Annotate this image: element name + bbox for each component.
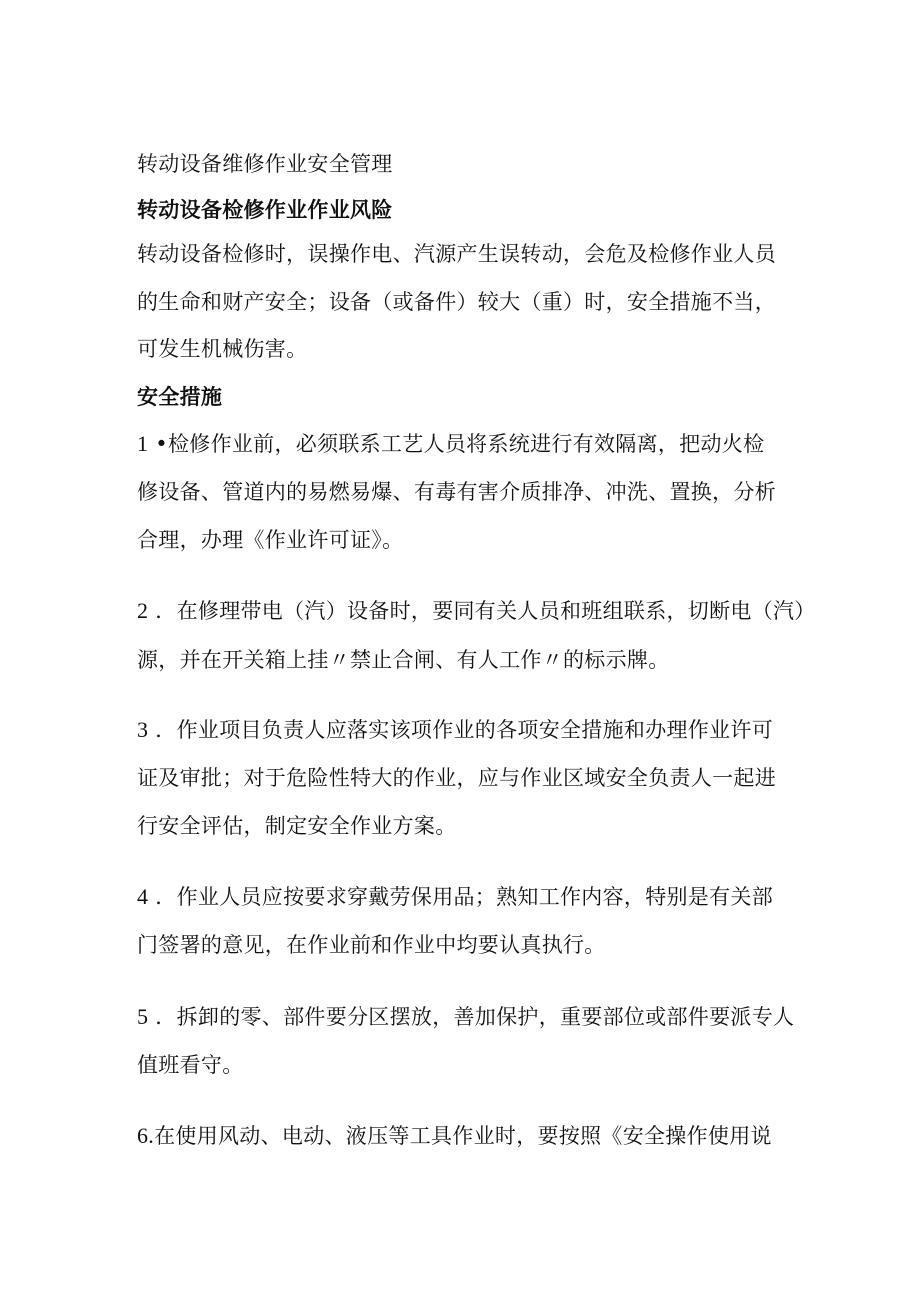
list-item <box>137 883 773 911</box>
item-text: ．拆卸的零、部件要分区摆放，善加保护，重要部位或部件要派专人 <box>155 1005 795 1029</box>
item-text: ．作业项目负责人应落实该项作业的各项安全措施和办理作业许可 <box>155 718 773 742</box>
item-continuation: 修设备、管道内的易燃易爆、有毒有害介质排净、冲洗、置换，分析 <box>137 480 776 504</box>
list-item <box>137 597 816 625</box>
item-text: ．作业人员应按要求穿戴劳保用品；熟知工作内容，特别是有关部 <box>155 885 773 909</box>
item-number: 3 <box>137 717 149 742</box>
item-number: 1 <box>137 431 149 456</box>
item-continuation: 合理，办理《作业许可证》。 <box>137 528 404 552</box>
item-continuation: 值班看守。 <box>137 1053 244 1077</box>
risk-text-line-1: 转动设备检修时，误操作电、汽源产生误转动，会危及检修作业人员 <box>137 242 776 266</box>
item-number: 2 <box>137 598 149 623</box>
item-continuation: 门签署的意见，在作业前和作业中均要认真执行。 <box>137 933 606 957</box>
measures-heading: 安全措施 <box>137 385 223 409</box>
risk-text-line-3: 可发生机械伤害。 <box>137 337 308 361</box>
item-text: 在使用风动、电动、液压等工具作业时，要按照《安全操作使用说 <box>154 1124 772 1148</box>
item-number: 5 <box>137 1004 149 1029</box>
list-item <box>137 716 773 744</box>
list-item <box>137 1003 794 1031</box>
document-title: 转动设备维修作业安全管理 <box>137 152 393 176</box>
item-continuation: 源，并在开关箱上挂〃禁止合闸、有人工作〃的标示牌。 <box>137 648 670 672</box>
item-number: 4 <box>137 884 149 909</box>
list-item <box>137 1122 772 1150</box>
risk-text-line-2: 的生命和财产安全；设备（或备件）较大（重）时，安全措施不当， <box>137 290 776 314</box>
list-item <box>137 430 764 458</box>
item-text: ．在修理带电（汽）设备时，要同有关人员和班组联系，切断电（汽） <box>155 599 816 623</box>
item-continuation: 证及审批；对于危险性特大的作业，应与作业区域安全负责人一起进 <box>137 766 776 790</box>
risk-heading: 转动设备检修作业作业风险 <box>137 198 393 222</box>
item-text: •检修作业前，必须联系工艺人员将系统进行有效隔离，把动火检 <box>155 432 765 456</box>
item-continuation: 行安全评估，制定安全作业方案。 <box>137 814 457 838</box>
item-number: 6. <box>137 1123 155 1148</box>
